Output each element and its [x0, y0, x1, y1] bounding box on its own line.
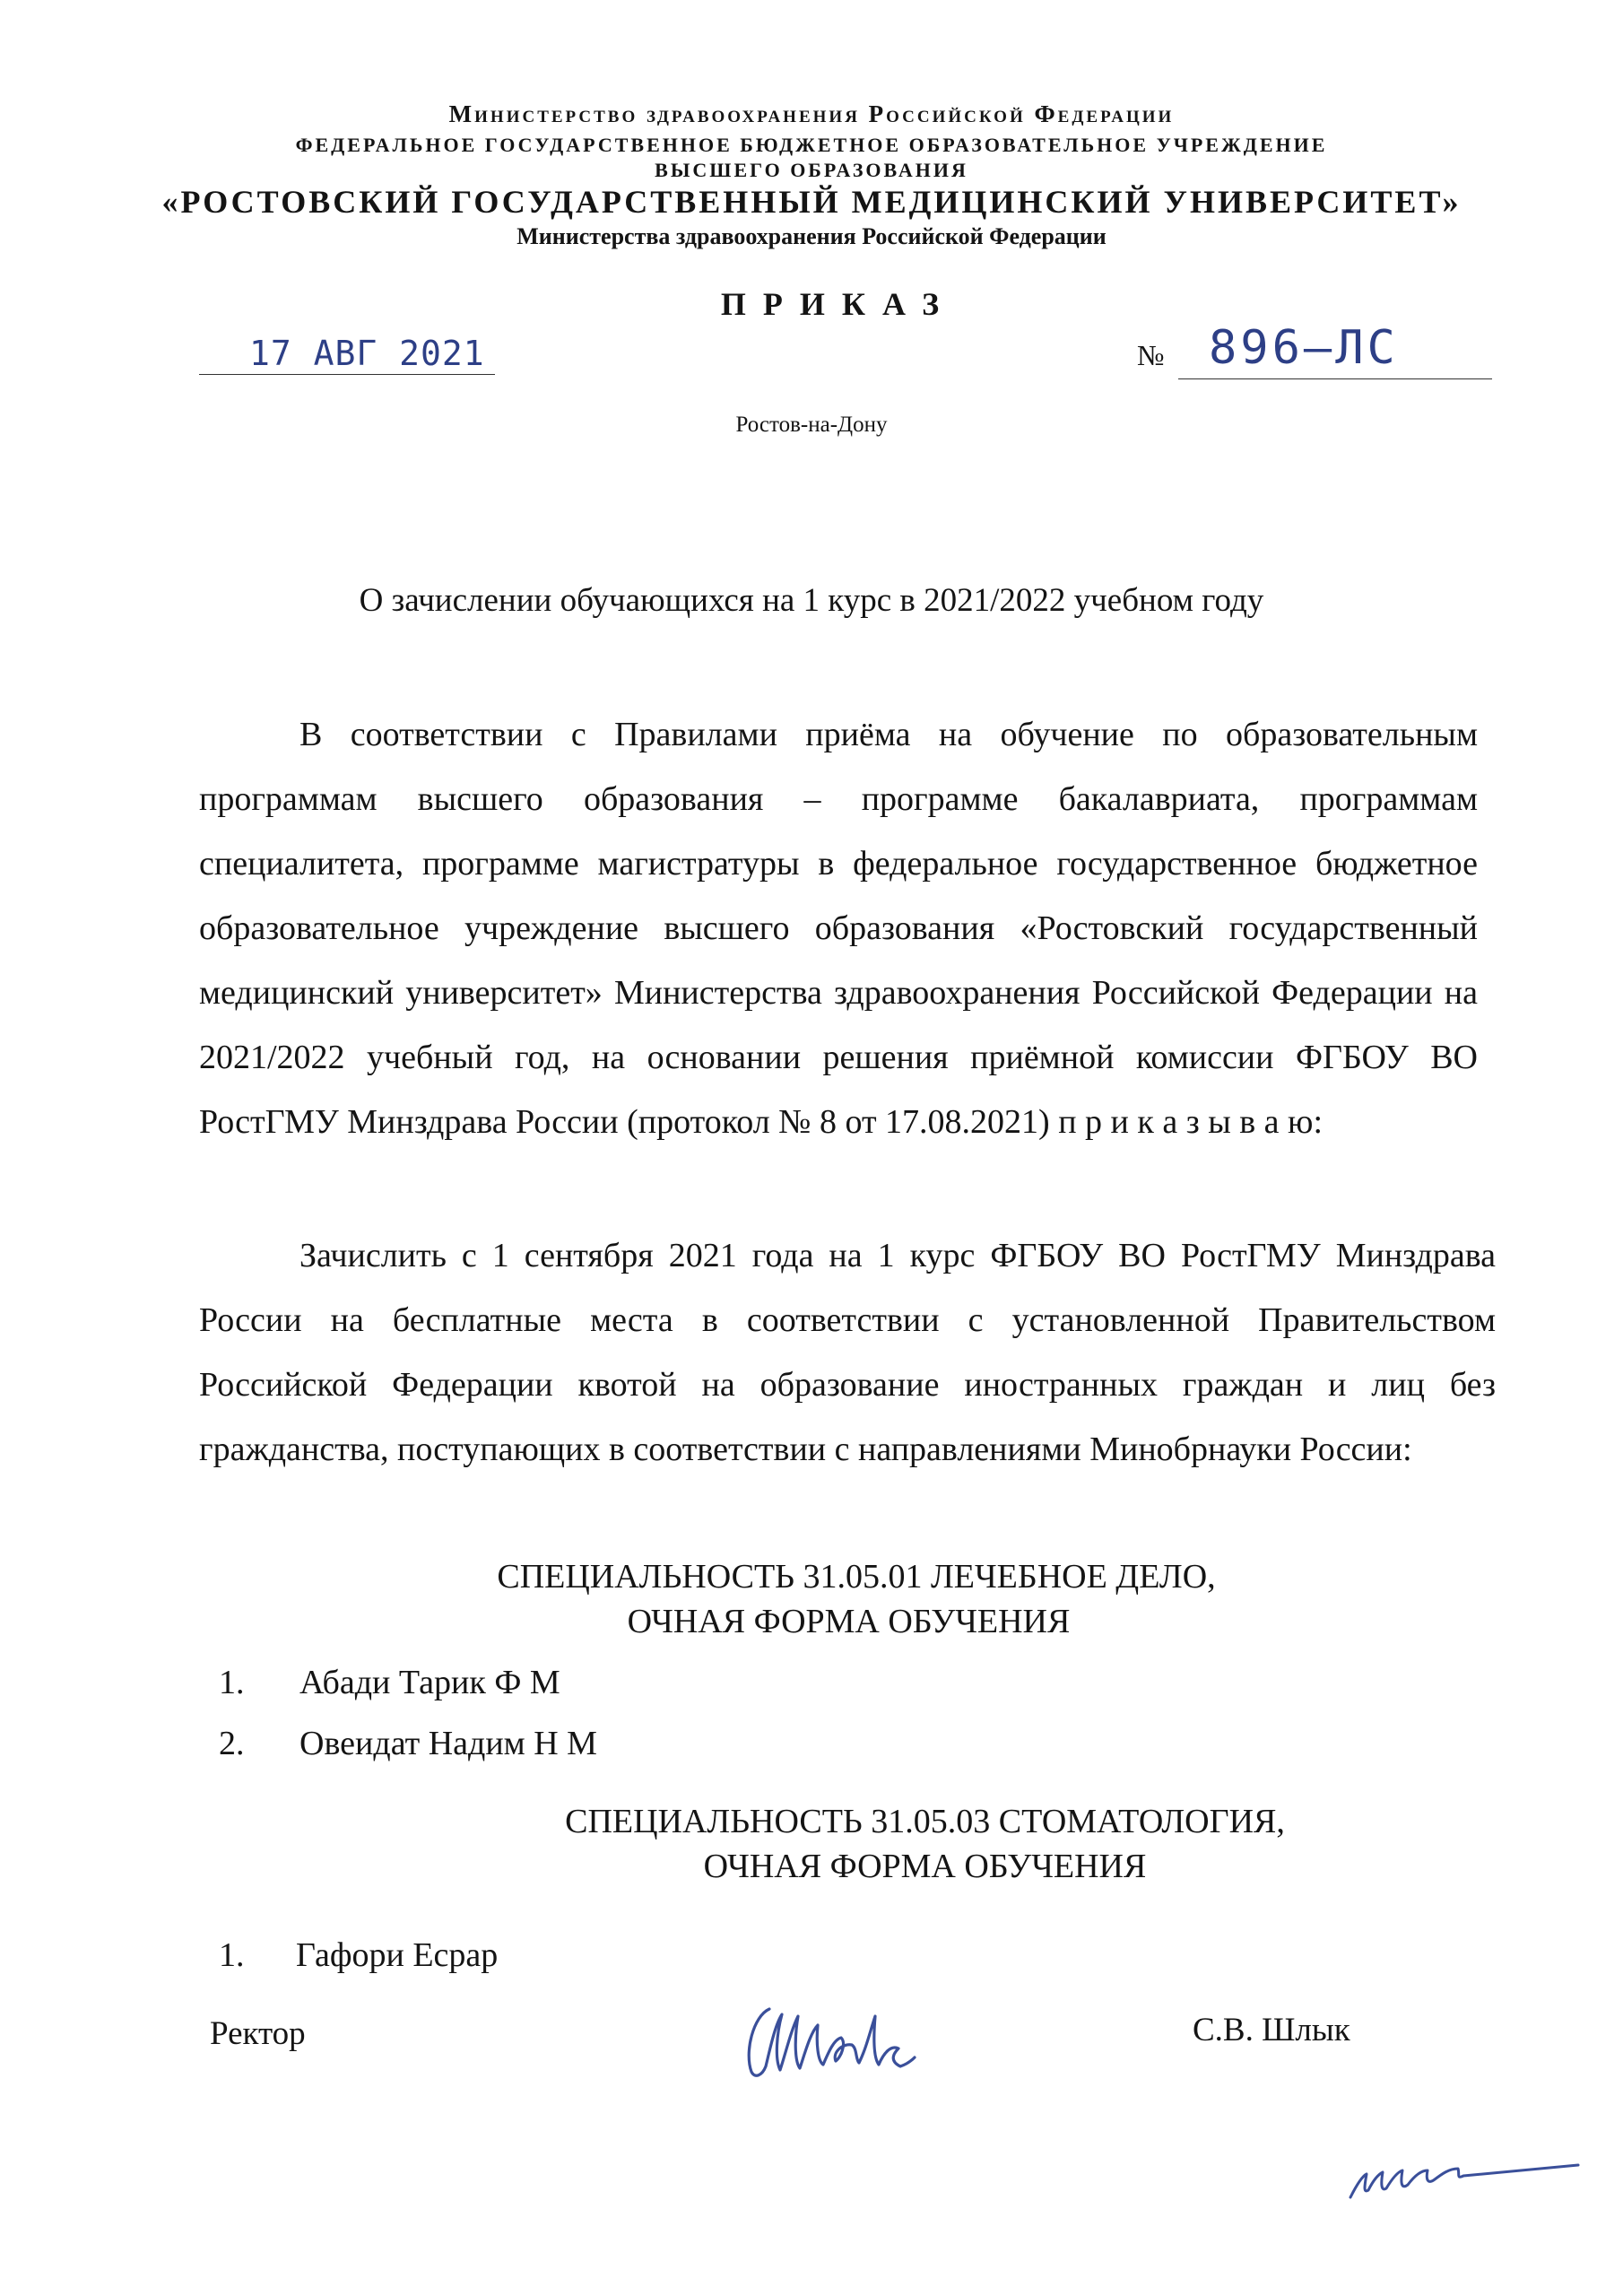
- paragraph-preamble: В соответствии с Правилами приёма на обучение по образовательным программам высшего образования – программе бакалавриата, программам специалитета, программе магистратуры в федеральное государственное бюджетное образовательное учреждение высшего образования «Ростовский государственный медицинский университет» Министерства здравоохранения Российской Федерации на 2021/2022 учебный год, на основании решения приёмной комиссии ФГБОУ ВО РостГМУ Минздрава России (протокол № 8 от 17.08.2021) п р и к а з ы в а ю:: [199, 716, 1478, 1141]
- number-underline: [1178, 378, 1492, 379]
- student-name: Абади Тарик Ф М: [299, 1664, 560, 1701]
- list-item: [219, 1724, 597, 1763]
- university-name: «РОСТОВСКИЙ ГОСУДАРСТВЕННЫЙ МЕДИЦИНСКИЙ УНИВЕРСИТЕТ»: [161, 184, 1462, 220]
- paragraph-enroll: Зачислить с 1 сентября 2021 года на 1 курс ФГБОУ ВО РостГМУ Минздрава России на бесплатные места в соответствии с установленной Правительством Российской Федерации квотой на образование иностранных граждан и лиц без гражданства, поступающих в соответствии с направлениями Минобрнауки России:: [199, 1237, 1496, 1468]
- list-item: [219, 1935, 498, 1975]
- order-subject: О зачислении обучающихся на 1 курс в 2021/2022 учебном году: [359, 582, 1264, 619]
- signatory-name: С.В. Шлык: [1193, 2012, 1350, 2048]
- specialty-title: СПЕЦИАЛЬНОСТЬ 31.05.01 ЛЕЧЕБНОЕ ДЕЛО,: [497, 1558, 1216, 1596]
- institution-type-line2: ВЫСШЕГО ОБРАЗОВАНИЯ: [655, 159, 968, 181]
- list-number: 1.: [219, 1664, 245, 1701]
- number-sign: №: [1137, 339, 1165, 371]
- institution-type-line1: ФЕДЕРАЛЬНОЕ ГОСУДАРСТВЕННОЕ БЮДЖЕТНОЕ ОБРАЗОВАТЕЛЬНОЕ УЧРЕЖДЕНИЕ: [295, 134, 1328, 156]
- city: Ростов-на-Дону: [735, 413, 888, 437]
- approval-initials: [1345, 2144, 1587, 2206]
- ministry-header: Министерство здравоохранения Российской Федерации: [448, 100, 1175, 127]
- student-name: Овеидат Надим Н М: [299, 1725, 597, 1762]
- order-title: ПРИКАЗ: [720, 286, 957, 322]
- date-underline: [199, 374, 495, 375]
- rector-signature: [735, 1989, 933, 2088]
- date-stamp: 17 АВГ 2021: [249, 334, 485, 373]
- list-item: [219, 1663, 560, 1702]
- study-form: ОЧНАЯ ФОРМА ОБУЧЕНИЯ: [703, 1848, 1147, 1885]
- list-number: 2.: [219, 1725, 245, 1762]
- study-form: ОЧНАЯ ФОРМА ОБУЧЕНИЯ: [627, 1603, 1071, 1640]
- ministry-subline: Министерства здравоохранения Российской Федерации: [516, 223, 1107, 249]
- order-number: 896–ЛС: [1209, 321, 1399, 375]
- list-number: 1.: [219, 1936, 245, 1974]
- signatory-position: Ректор: [210, 2015, 306, 2052]
- student-name: Гафори Есрар: [296, 1936, 499, 1974]
- specialty-title: СПЕЦИАЛЬНОСТЬ 31.05.03 СТОМАТОЛОГИЯ,: [565, 1803, 1285, 1840]
